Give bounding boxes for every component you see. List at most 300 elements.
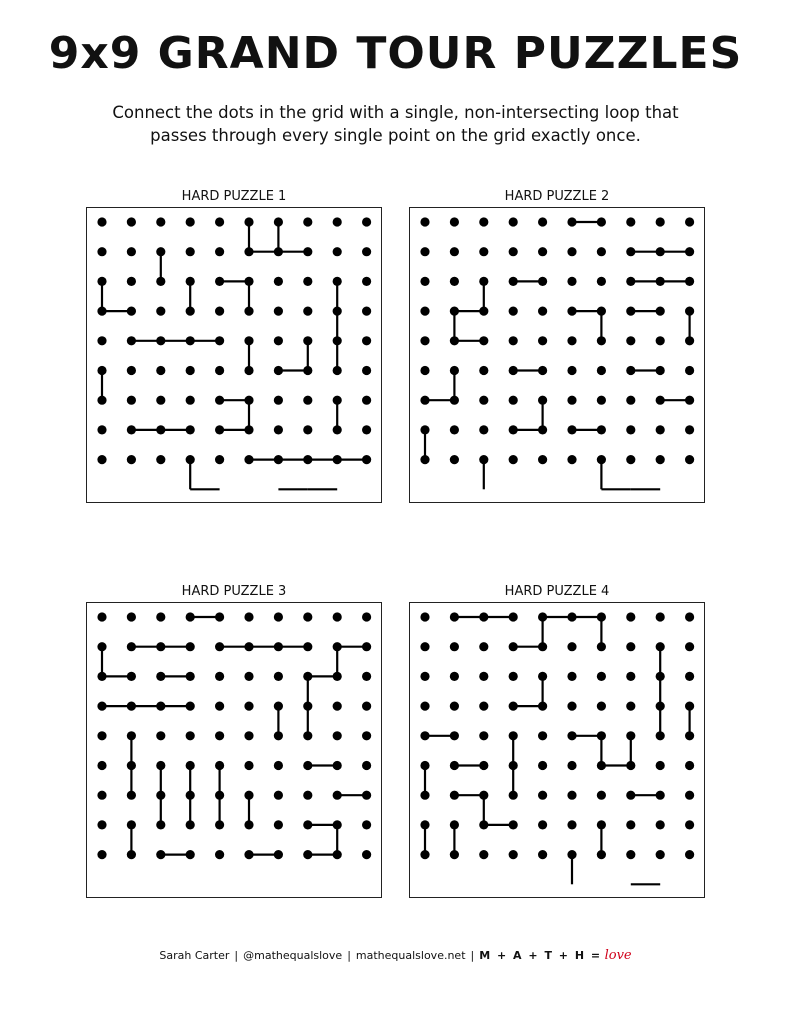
grid-dot[interactable] xyxy=(479,247,488,256)
grid-dot[interactable] xyxy=(303,366,312,375)
grid-dot[interactable] xyxy=(450,791,459,800)
puzzle-3-grid[interactable] xyxy=(86,602,382,898)
grid-dot[interactable] xyxy=(215,820,224,829)
grid-dot[interactable] xyxy=(685,277,694,286)
grid-dot[interactable] xyxy=(597,217,606,226)
grid-dot[interactable] xyxy=(450,217,459,226)
grid-dot[interactable] xyxy=(127,791,136,800)
grid-dot[interactable] xyxy=(685,455,694,464)
grid-dot[interactable] xyxy=(362,791,371,800)
grid-dot[interactable] xyxy=(244,307,253,316)
grid-dot[interactable] xyxy=(186,277,195,286)
grid-dot[interactable] xyxy=(274,336,283,345)
grid-dot[interactable] xyxy=(656,850,665,859)
grid-dot[interactable] xyxy=(362,455,371,464)
grid-dot[interactable] xyxy=(656,277,665,286)
grid-dot[interactable] xyxy=(127,761,136,770)
grid-dot[interactable] xyxy=(685,850,694,859)
grid-dot[interactable] xyxy=(567,455,576,464)
grid-dot[interactable] xyxy=(538,672,547,681)
grid-dot[interactable] xyxy=(362,217,371,226)
grid-dot[interactable] xyxy=(450,425,459,434)
grid-dot[interactable] xyxy=(509,820,518,829)
grid-dot[interactable] xyxy=(420,455,429,464)
grid-dot[interactable] xyxy=(303,455,312,464)
grid-dot[interactable] xyxy=(685,366,694,375)
grid-dot[interactable] xyxy=(420,396,429,405)
grid-dot[interactable] xyxy=(127,277,136,286)
grid-dot[interactable] xyxy=(274,791,283,800)
grid-dot[interactable] xyxy=(656,642,665,651)
grid-dot[interactable] xyxy=(479,850,488,859)
grid-dot[interactable] xyxy=(156,612,165,621)
grid-dot[interactable] xyxy=(597,307,606,316)
grid-dot[interactable] xyxy=(97,217,106,226)
grid-dot[interactable] xyxy=(538,455,547,464)
grid-dot[interactable] xyxy=(97,366,106,375)
grid-dot[interactable] xyxy=(333,336,342,345)
grid-dot[interactable] xyxy=(244,247,253,256)
grid-dot[interactable] xyxy=(656,307,665,316)
grid-dot[interactable] xyxy=(303,217,312,226)
grid-dot[interactable] xyxy=(127,850,136,859)
grid-dot[interactable] xyxy=(156,672,165,681)
grid-dot[interactable] xyxy=(127,612,136,621)
grid-dot[interactable] xyxy=(333,396,342,405)
grid-dot[interactable] xyxy=(186,791,195,800)
grid-dot[interactable] xyxy=(97,731,106,740)
grid-dot[interactable] xyxy=(597,366,606,375)
grid-dot[interactable] xyxy=(626,672,635,681)
grid-dot[interactable] xyxy=(186,850,195,859)
grid-dot[interactable] xyxy=(538,761,547,770)
grid-dot[interactable] xyxy=(244,217,253,226)
grid-dot[interactable] xyxy=(420,247,429,256)
grid-dot[interactable] xyxy=(479,731,488,740)
grid-dot[interactable] xyxy=(626,247,635,256)
grid-dot[interactable] xyxy=(333,731,342,740)
grid-dot[interactable] xyxy=(362,247,371,256)
grid-dot[interactable] xyxy=(479,612,488,621)
grid-dot[interactable] xyxy=(186,217,195,226)
grid-dot[interactable] xyxy=(362,307,371,316)
grid-dot[interactable] xyxy=(656,217,665,226)
grid-dot[interactable] xyxy=(685,396,694,405)
grid-dot[interactable] xyxy=(156,850,165,859)
grid-dot[interactable] xyxy=(420,366,429,375)
grid-dot[interactable] xyxy=(274,247,283,256)
grid-dot[interactable] xyxy=(656,791,665,800)
grid-dot[interactable] xyxy=(186,336,195,345)
puzzle-1-grid[interactable] xyxy=(86,207,382,503)
grid-dot[interactable] xyxy=(303,612,312,621)
grid-dot[interactable] xyxy=(156,731,165,740)
grid-dot[interactable] xyxy=(362,702,371,711)
grid-dot[interactable] xyxy=(597,247,606,256)
grid-dot[interactable] xyxy=(215,455,224,464)
puzzle-4-grid[interactable] xyxy=(409,602,705,898)
grid-dot[interactable] xyxy=(567,702,576,711)
grid-dot[interactable] xyxy=(626,455,635,464)
grid-dot[interactable] xyxy=(420,850,429,859)
grid-dot[interactable] xyxy=(156,791,165,800)
grid-dot[interactable] xyxy=(567,425,576,434)
grid-dot[interactable] xyxy=(450,820,459,829)
grid-dot[interactable] xyxy=(303,307,312,316)
grid-dot[interactable] xyxy=(509,217,518,226)
grid-dot[interactable] xyxy=(186,366,195,375)
grid-dot[interactable] xyxy=(362,425,371,434)
grid-dot[interactable] xyxy=(186,247,195,256)
grid-dot[interactable] xyxy=(244,672,253,681)
grid-dot[interactable] xyxy=(479,761,488,770)
grid-dot[interactable] xyxy=(567,791,576,800)
grid-dot[interactable] xyxy=(509,731,518,740)
grid-dot[interactable] xyxy=(626,396,635,405)
grid-dot[interactable] xyxy=(215,672,224,681)
grid-dot[interactable] xyxy=(567,247,576,256)
grid-dot[interactable] xyxy=(450,612,459,621)
grid-dot[interactable] xyxy=(97,791,106,800)
grid-dot[interactable] xyxy=(538,396,547,405)
grid-dot[interactable] xyxy=(333,761,342,770)
grid-dot[interactable] xyxy=(420,425,429,434)
grid-dot[interactable] xyxy=(186,455,195,464)
grid-dot[interactable] xyxy=(685,642,694,651)
grid-dot[interactable] xyxy=(420,702,429,711)
grid-dot[interactable] xyxy=(362,672,371,681)
grid-dot[interactable] xyxy=(685,336,694,345)
grid-dot[interactable] xyxy=(685,820,694,829)
grid-dot[interactable] xyxy=(567,336,576,345)
puzzle-2-grid[interactable] xyxy=(409,207,705,503)
grid-dot[interactable] xyxy=(97,307,106,316)
grid-dot[interactable] xyxy=(127,642,136,651)
grid-dot[interactable] xyxy=(626,217,635,226)
grid-dot[interactable] xyxy=(333,277,342,286)
grid-dot[interactable] xyxy=(538,307,547,316)
grid-dot[interactable] xyxy=(656,731,665,740)
grid-dot[interactable] xyxy=(303,731,312,740)
grid-dot[interactable] xyxy=(420,612,429,621)
grid-dot[interactable] xyxy=(597,396,606,405)
grid-dot[interactable] xyxy=(538,425,547,434)
grid-dot[interactable] xyxy=(97,612,106,621)
grid-dot[interactable] xyxy=(685,672,694,681)
grid-dot[interactable] xyxy=(626,731,635,740)
grid-dot[interactable] xyxy=(215,612,224,621)
grid-dot[interactable] xyxy=(362,820,371,829)
grid-dot[interactable] xyxy=(597,672,606,681)
grid-dot[interactable] xyxy=(274,820,283,829)
grid-dot[interactable] xyxy=(274,642,283,651)
grid-dot[interactable] xyxy=(479,820,488,829)
grid-dot[interactable] xyxy=(333,612,342,621)
grid-dot[interactable] xyxy=(685,702,694,711)
grid-dot[interactable] xyxy=(479,702,488,711)
grid-dot[interactable] xyxy=(244,425,253,434)
grid-dot[interactable] xyxy=(362,731,371,740)
grid-dot[interactable] xyxy=(274,455,283,464)
grid-dot[interactable] xyxy=(597,336,606,345)
grid-dot[interactable] xyxy=(450,247,459,256)
grid-dot[interactable] xyxy=(274,396,283,405)
grid-dot[interactable] xyxy=(509,336,518,345)
grid-dot[interactable] xyxy=(479,396,488,405)
grid-dot[interactable] xyxy=(509,642,518,651)
grid-dot[interactable] xyxy=(420,672,429,681)
grid-dot[interactable] xyxy=(597,455,606,464)
grid-dot[interactable] xyxy=(597,791,606,800)
grid-dot[interactable] xyxy=(538,702,547,711)
grid-dot[interactable] xyxy=(538,336,547,345)
grid-dot[interactable] xyxy=(186,731,195,740)
grid-dot[interactable] xyxy=(97,642,106,651)
grid-dot[interactable] xyxy=(597,702,606,711)
grid-dot[interactable] xyxy=(186,612,195,621)
grid-dot[interactable] xyxy=(450,277,459,286)
grid-dot[interactable] xyxy=(538,791,547,800)
grid-dot[interactable] xyxy=(303,642,312,651)
grid-dot[interactable] xyxy=(156,336,165,345)
grid-dot[interactable] xyxy=(479,277,488,286)
grid-dot[interactable] xyxy=(626,850,635,859)
grid-dot[interactable] xyxy=(597,277,606,286)
grid-dot[interactable] xyxy=(656,396,665,405)
grid-dot[interactable] xyxy=(186,702,195,711)
grid-dot[interactable] xyxy=(274,672,283,681)
grid-dot[interactable] xyxy=(186,761,195,770)
grid-dot[interactable] xyxy=(244,366,253,375)
grid-dot[interactable] xyxy=(450,850,459,859)
grid-dot[interactable] xyxy=(333,850,342,859)
grid-dot[interactable] xyxy=(333,642,342,651)
grid-dot[interactable] xyxy=(538,642,547,651)
grid-dot[interactable] xyxy=(567,820,576,829)
grid-dot[interactable] xyxy=(597,425,606,434)
grid-dot[interactable] xyxy=(597,731,606,740)
grid-dot[interactable] xyxy=(303,820,312,829)
grid-dot[interactable] xyxy=(362,761,371,770)
grid-dot[interactable] xyxy=(215,761,224,770)
grid-dot[interactable] xyxy=(303,247,312,256)
grid-dot[interactable] xyxy=(362,277,371,286)
grid-dot[interactable] xyxy=(244,820,253,829)
grid-dot[interactable] xyxy=(509,455,518,464)
grid-dot[interactable] xyxy=(215,642,224,651)
grid-dot[interactable] xyxy=(685,791,694,800)
grid-dot[interactable] xyxy=(303,396,312,405)
grid-dot[interactable] xyxy=(567,850,576,859)
grid-dot[interactable] xyxy=(685,761,694,770)
grid-dot[interactable] xyxy=(567,761,576,770)
grid-dot[interactable] xyxy=(509,702,518,711)
grid-dot[interactable] xyxy=(656,612,665,621)
grid-dot[interactable] xyxy=(420,761,429,770)
grid-dot[interactable] xyxy=(656,336,665,345)
grid-dot[interactable] xyxy=(186,672,195,681)
grid-dot[interactable] xyxy=(333,791,342,800)
grid-dot[interactable] xyxy=(450,731,459,740)
grid-dot[interactable] xyxy=(685,612,694,621)
grid-dot[interactable] xyxy=(567,612,576,621)
grid-dot[interactable] xyxy=(303,277,312,286)
grid-dot[interactable] xyxy=(450,642,459,651)
grid-dot[interactable] xyxy=(450,672,459,681)
grid-dot[interactable] xyxy=(333,820,342,829)
grid-dot[interactable] xyxy=(97,820,106,829)
grid-dot[interactable] xyxy=(127,396,136,405)
grid-dot[interactable] xyxy=(215,850,224,859)
grid-dot[interactable] xyxy=(362,336,371,345)
grid-dot[interactable] xyxy=(156,642,165,651)
grid-dot[interactable] xyxy=(244,642,253,651)
grid-dot[interactable] xyxy=(597,642,606,651)
grid-dot[interactable] xyxy=(420,217,429,226)
grid-dot[interactable] xyxy=(186,642,195,651)
grid-dot[interactable] xyxy=(97,396,106,405)
grid-dot[interactable] xyxy=(274,702,283,711)
grid-dot[interactable] xyxy=(479,366,488,375)
grid-dot[interactable] xyxy=(509,761,518,770)
grid-dot[interactable] xyxy=(362,612,371,621)
grid-dot[interactable] xyxy=(420,307,429,316)
grid-dot[interactable] xyxy=(244,731,253,740)
grid-dot[interactable] xyxy=(509,612,518,621)
grid-dot[interactable] xyxy=(656,820,665,829)
grid-dot[interactable] xyxy=(333,455,342,464)
grid-dot[interactable] xyxy=(538,366,547,375)
grid-dot[interactable] xyxy=(479,307,488,316)
grid-dot[interactable] xyxy=(567,307,576,316)
grid-dot[interactable] xyxy=(215,307,224,316)
grid-dot[interactable] xyxy=(597,761,606,770)
grid-dot[interactable] xyxy=(274,612,283,621)
grid-dot[interactable] xyxy=(274,307,283,316)
grid-dot[interactable] xyxy=(333,247,342,256)
grid-dot[interactable] xyxy=(215,277,224,286)
grid-dot[interactable] xyxy=(97,850,106,859)
grid-dot[interactable] xyxy=(303,761,312,770)
grid-dot[interactable] xyxy=(509,425,518,434)
grid-dot[interactable] xyxy=(156,820,165,829)
grid-dot[interactable] xyxy=(127,672,136,681)
grid-dot[interactable] xyxy=(420,642,429,651)
grid-dot[interactable] xyxy=(274,217,283,226)
grid-dot[interactable] xyxy=(127,702,136,711)
grid-dot[interactable] xyxy=(450,307,459,316)
grid-dot[interactable] xyxy=(479,791,488,800)
grid-dot[interactable] xyxy=(244,396,253,405)
grid-dot[interactable] xyxy=(127,247,136,256)
grid-dot[interactable] xyxy=(538,731,547,740)
grid-dot[interactable] xyxy=(97,702,106,711)
grid-dot[interactable] xyxy=(685,307,694,316)
grid-dot[interactable] xyxy=(685,247,694,256)
grid-dot[interactable] xyxy=(127,307,136,316)
grid-dot[interactable] xyxy=(156,455,165,464)
grid-dot[interactable] xyxy=(656,672,665,681)
grid-dot[interactable] xyxy=(509,396,518,405)
grid-dot[interactable] xyxy=(450,336,459,345)
grid-dot[interactable] xyxy=(215,366,224,375)
grid-dot[interactable] xyxy=(597,850,606,859)
grid-dot[interactable] xyxy=(626,791,635,800)
grid-dot[interactable] xyxy=(450,396,459,405)
grid-dot[interactable] xyxy=(362,642,371,651)
grid-dot[interactable] xyxy=(156,396,165,405)
grid-dot[interactable] xyxy=(156,277,165,286)
grid-dot[interactable] xyxy=(420,731,429,740)
grid-dot[interactable] xyxy=(479,455,488,464)
grid-dot[interactable] xyxy=(274,731,283,740)
grid-dot[interactable] xyxy=(538,247,547,256)
grid-dot[interactable] xyxy=(567,731,576,740)
grid-dot[interactable] xyxy=(656,761,665,770)
grid-dot[interactable] xyxy=(215,702,224,711)
grid-dot[interactable] xyxy=(244,455,253,464)
grid-dot[interactable] xyxy=(186,396,195,405)
grid-dot[interactable] xyxy=(156,366,165,375)
grid-dot[interactable] xyxy=(509,277,518,286)
grid-dot[interactable] xyxy=(597,820,606,829)
grid-dot[interactable] xyxy=(127,425,136,434)
grid-dot[interactable] xyxy=(685,425,694,434)
grid-dot[interactable] xyxy=(156,247,165,256)
grid-dot[interactable] xyxy=(626,277,635,286)
grid-dot[interactable] xyxy=(244,791,253,800)
grid-dot[interactable] xyxy=(450,455,459,464)
grid-dot[interactable] xyxy=(362,366,371,375)
grid-dot[interactable] xyxy=(538,612,547,621)
grid-dot[interactable] xyxy=(333,307,342,316)
grid-dot[interactable] xyxy=(215,791,224,800)
grid-dot[interactable] xyxy=(303,336,312,345)
grid-dot[interactable] xyxy=(97,247,106,256)
grid-dot[interactable] xyxy=(626,642,635,651)
grid-dot[interactable] xyxy=(156,307,165,316)
grid-dot[interactable] xyxy=(244,612,253,621)
grid-dot[interactable] xyxy=(127,217,136,226)
grid-dot[interactable] xyxy=(244,850,253,859)
grid-dot[interactable] xyxy=(420,336,429,345)
grid-dot[interactable] xyxy=(479,336,488,345)
grid-dot[interactable] xyxy=(509,307,518,316)
grid-dot[interactable] xyxy=(127,366,136,375)
grid-dot[interactable] xyxy=(97,672,106,681)
grid-dot[interactable] xyxy=(450,366,459,375)
grid-dot[interactable] xyxy=(479,642,488,651)
grid-dot[interactable] xyxy=(509,672,518,681)
grid-dot[interactable] xyxy=(244,277,253,286)
grid-dot[interactable] xyxy=(626,612,635,621)
grid-dot[interactable] xyxy=(597,612,606,621)
grid-dot[interactable] xyxy=(127,336,136,345)
grid-dot[interactable] xyxy=(186,425,195,434)
grid-dot[interactable] xyxy=(97,277,106,286)
grid-dot[interactable] xyxy=(538,217,547,226)
grid-dot[interactable] xyxy=(626,366,635,375)
grid-dot[interactable] xyxy=(215,731,224,740)
grid-dot[interactable] xyxy=(626,336,635,345)
grid-dot[interactable] xyxy=(97,761,106,770)
grid-dot[interactable] xyxy=(303,850,312,859)
grid-dot[interactable] xyxy=(509,850,518,859)
grid-dot[interactable] xyxy=(567,277,576,286)
grid-dot[interactable] xyxy=(274,425,283,434)
grid-dot[interactable] xyxy=(626,307,635,316)
grid-dot[interactable] xyxy=(479,425,488,434)
